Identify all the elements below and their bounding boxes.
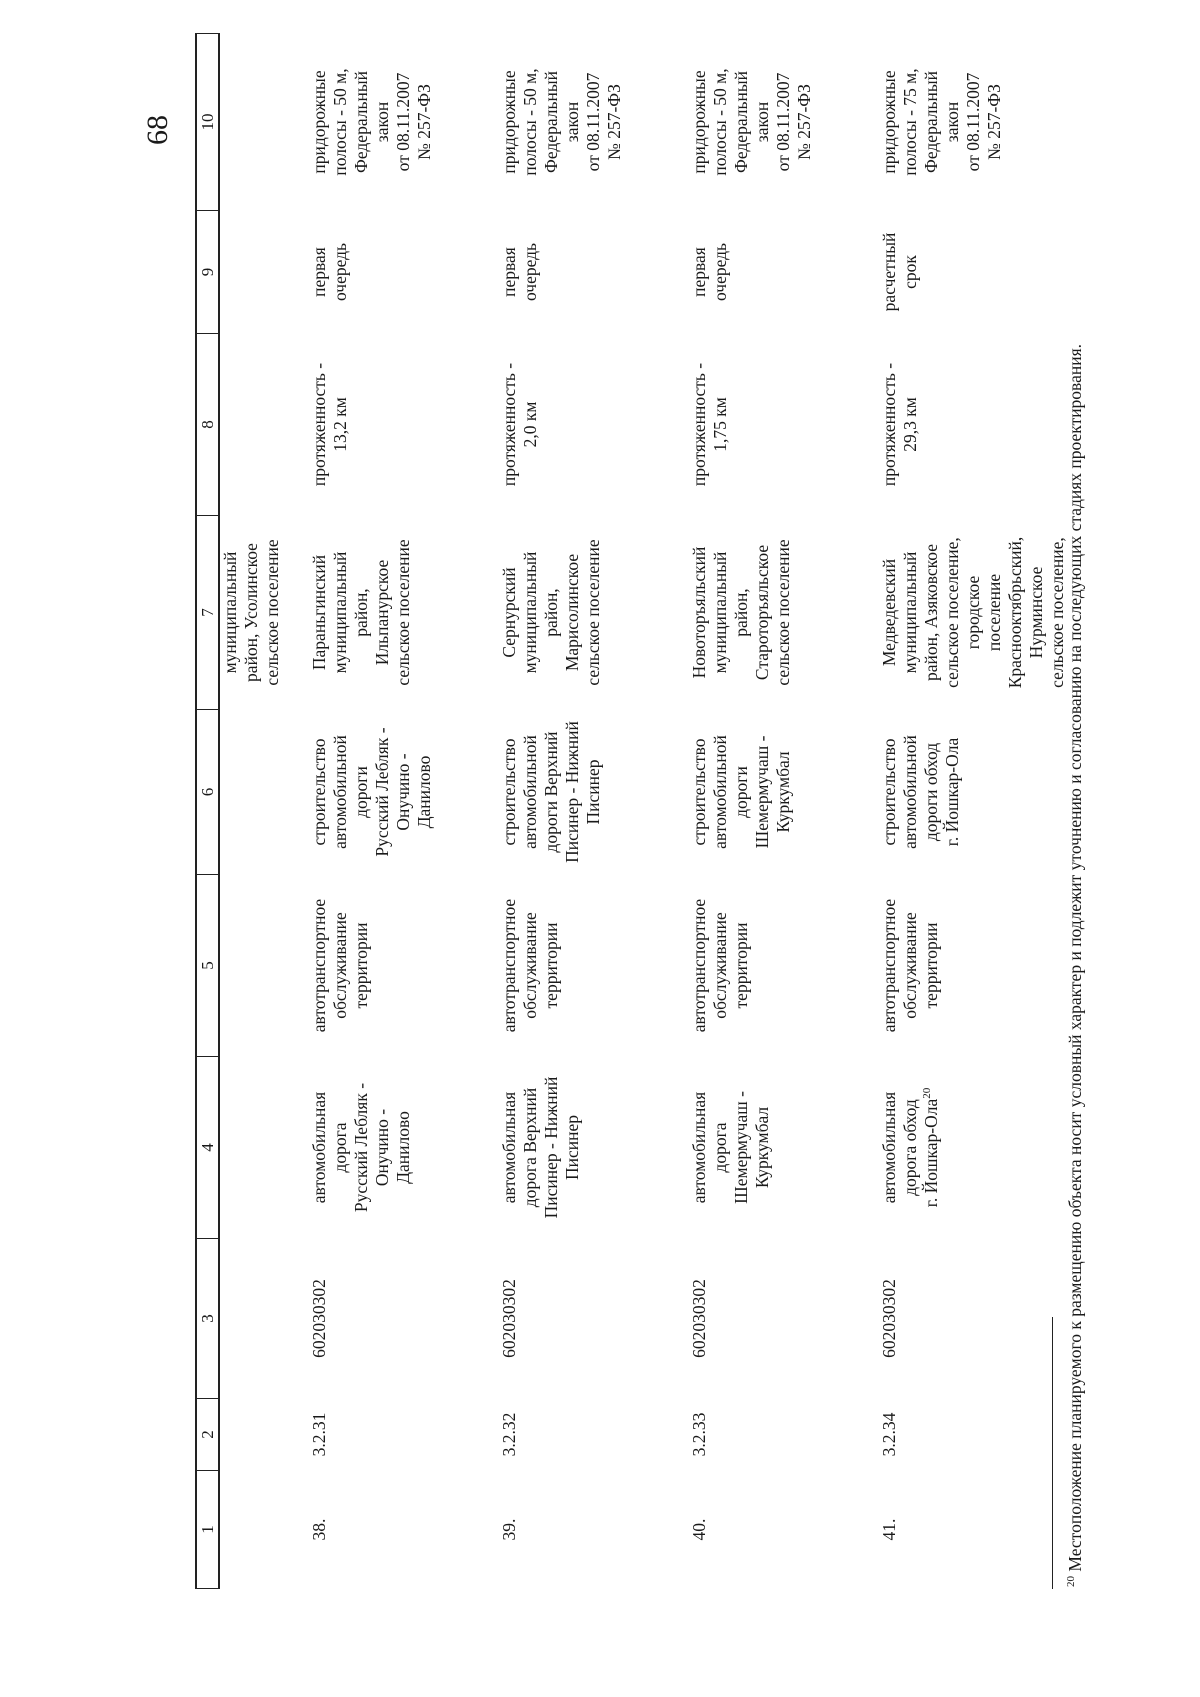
- footnote-text: Местоположение планируемого к размещению объекта носит условный характер и подлежит уточнению и согласованию на последующих стадиях проектирования.: [1065, 343, 1085, 1572]
- class-code: 602030302: [879, 1279, 899, 1358]
- action-cell: строительство автомобильной дороги обход г. Йошкар-Ола: [879, 735, 962, 849]
- class-code: 602030302: [309, 1279, 329, 1358]
- action-cell: строительство автомобильной дороги Русский Лебляк - Онучино - Данилово: [309, 727, 434, 857]
- column-header: 7: [196, 516, 219, 710]
- table-header-row: [196, 34, 219, 1589]
- action-cell: строительство автомобильной дороги Верхний Писинер - Нижний Писинер: [499, 721, 603, 863]
- row-number: 38.: [309, 1518, 329, 1541]
- location-cell: Параньгинский муниципальный район, Ильпанурское сельское поселение: [309, 539, 413, 686]
- class-code: 602030302: [499, 1279, 519, 1358]
- zone-cell: придорожные полосы - 75 м, Федеральный закон от 08.11.2007 № 257-ФЗ: [879, 68, 1004, 176]
- column-header: 9: [196, 211, 219, 334]
- column-header: 1: [196, 1471, 219, 1589]
- row-number: 39.: [499, 1518, 519, 1541]
- purpose-cell: автотранспортное обслуживание территории: [499, 898, 561, 1033]
- column-header: 2: [196, 1399, 219, 1471]
- characteristics-cell: протяженность - 29,3 км: [879, 362, 920, 487]
- characteristics-cell: протяженность - 13,2 км: [309, 362, 350, 487]
- location-cell: Сернурский муниципальный район, Марисолинское сельское поселение: [499, 539, 603, 686]
- column-header: 6: [196, 710, 219, 875]
- column-header: 3: [196, 1239, 219, 1399]
- stage-cell: первая очередь: [689, 242, 730, 302]
- column-header: 10: [196, 34, 219, 211]
- location-cell: Новоторъяльский муниципальный район, Староторъяльское сельское поселение: [689, 539, 793, 686]
- object-code: 3.2.34: [879, 1412, 899, 1457]
- object-name: автомобильная дорога Верхний Писинер - Нижний Писинер: [499, 1076, 582, 1219]
- object-name: автомобильная дорога Шемермучаш - Куркумбал: [689, 1091, 772, 1204]
- purpose-cell: автотранспортное обслуживание территории: [309, 898, 371, 1033]
- column-header: 5: [196, 875, 219, 1057]
- object-code: 3.2.31: [309, 1412, 329, 1457]
- location-cell: муниципальный район, Усолинское сельское поселение: [220, 539, 282, 686]
- purpose-cell: автотранспортное обслуживание территории: [689, 898, 751, 1033]
- stage-cell: первая очередь: [309, 242, 350, 302]
- column-header: 4: [196, 1057, 219, 1239]
- location-cell: Медведевский муниципальный район, Азяковское сельское поселение, городское поселение Краснооктябрьский, Нурминское сельское поселение,: [879, 536, 1067, 689]
- characteristics-cell: протяженность - 2,0 км: [499, 362, 540, 487]
- footnote-marker: 20: [1065, 1576, 1078, 1587]
- stage-cell: расчетный срок: [879, 232, 920, 312]
- table-row: [283, 34, 473, 1589]
- object-code: 3.2.33: [689, 1412, 709, 1457]
- footnote: [1064, 87, 1086, 1587]
- object-name-cell: [283, 1057, 473, 1239]
- row-number: 41.: [879, 1518, 899, 1541]
- footnote-ref: 20: [921, 1087, 934, 1099]
- class-code: 602030302: [689, 1279, 709, 1358]
- objects-table: [195, 33, 1086, 1589]
- object-name: автомобильная дорога обход г. Йошкар-Ола: [879, 1091, 941, 1208]
- purpose-cell: автотранспортное обслуживание территории: [879, 898, 941, 1033]
- column-header: 8: [196, 334, 219, 516]
- row-number: 40.: [689, 1518, 709, 1541]
- action-cell: строительство автомобильной дороги Шемермучаш - Куркумбал: [689, 735, 793, 849]
- footnote-separator: [1052, 1317, 1053, 1589]
- zone-cell: придорожные полосы - 50 м, Федеральный закон от 08.11.2007 № 257-ФЗ: [689, 68, 814, 176]
- object-code: 3.2.32: [499, 1412, 519, 1457]
- object-name-cell: [853, 1057, 1086, 1239]
- table-row-continuation: [219, 34, 283, 1589]
- table-row: [473, 34, 663, 1589]
- zone-cell: придорожные полосы - 50 м, Федеральный закон от 08.11.2007 № 257-ФЗ: [309, 68, 434, 176]
- table-row: [663, 34, 853, 1589]
- characteristics-cell: протяженность - 1,75 км: [689, 362, 730, 487]
- stage-cell: первая очередь: [499, 242, 540, 302]
- page-number: 68: [141, 115, 174, 145]
- zone-cell: придорожные полосы - 50 м, Федеральный закон от 08.11.2007 № 257-ФЗ: [499, 68, 624, 176]
- object-name: автомобильная дорога Русский Лебляк - Онучино - Данилово: [309, 1082, 413, 1213]
- object-name-cell: [473, 1057, 663, 1239]
- object-name-cell: [663, 1057, 853, 1239]
